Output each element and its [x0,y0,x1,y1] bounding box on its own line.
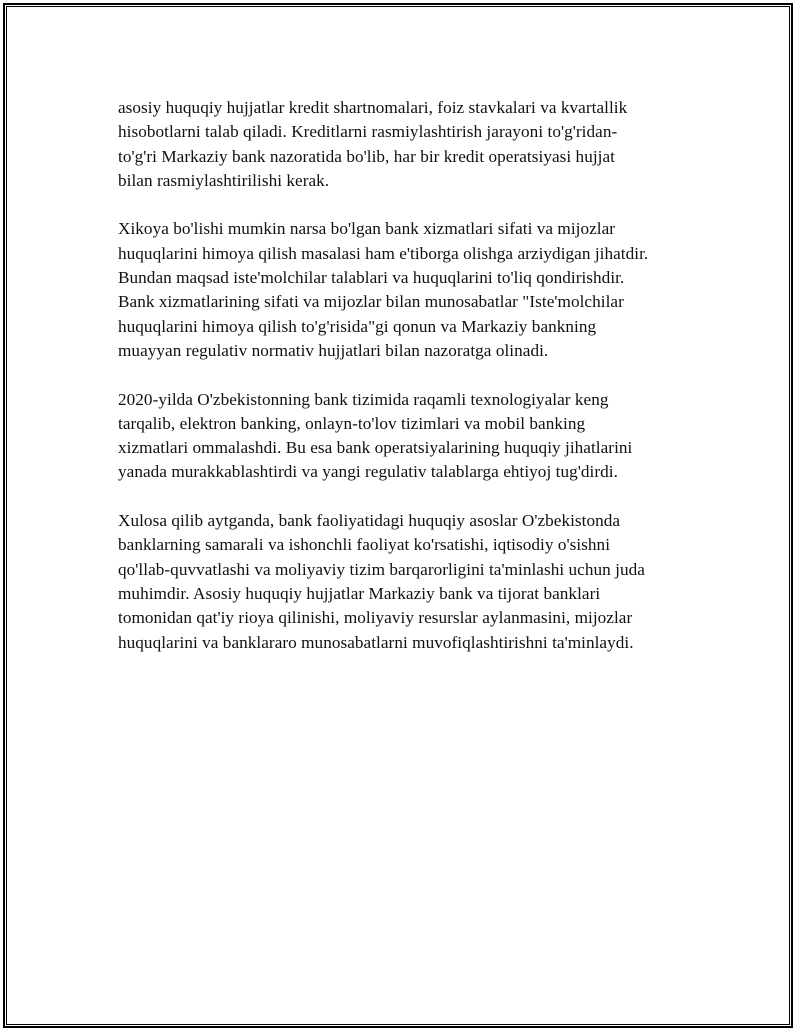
document-page [3,3,793,1028]
document-body [118,96,698,655]
paragraph-1: asosiy huquqiy hujjatlar kredit shartnomalari, foiz stavkalari va kvartallik hisobotlarni talab qiladi. Kreditlarni rasmiylashtirish jarayoni to'g'ridan- to'g'ri Markaziy bank nazoratida bo'lib, har bir kredit operatsiyasi hujjat bilan rasmiylashtirilishi kerak. [118,98,628,190]
paragraph-2: Xikoya bo'lishi mumkin narsa bo'lgan bank xizmatlari sifati va mijozlar huquqlarini himoya qilish masalasi ham e'tiborga olishga arziydigan jihatdir. Bundan maqsad iste'molchilar talablari va huquqlarini to'liq qondirishdir. Bank xizmatlarining sifati va mijozlar bilan munosabatlar "Iste'molchilar huquqlarini himoya qilish to'g'risida"gi qonun va Markaziy bankning muayyan regulativ normativ hujjatlari bilan nazoratga olinadi. [118,219,649,360]
paragraph-4: Xulosa qilib aytganda, bank faoliyatidagi huquqiy asoslar O'zbekistonda banklarning samarali va ishonchli faoliyat ko'rsatishi, iqtisodiy o'sishni qo'llab-quvvatlashi va moliyaviy tizim barqarorligini ta'minlashi uchun juda muhimdir. Asosiy huquqiy hujjatlar Markaziy bank va tijorat banklari tomonidan qat'iy rioya qilinishi, moliyaviy resurslar aylanmasini, mijozlar huquqlarini va banklararo munosabatlarni muvofiqlashtirishni ta'minlaydi. [118,511,645,652]
paragraph-3: 2020-yilda O'zbekistonning bank tizimida raqamli texnologiyalar keng tarqalib, elektron banking, onlayn-to'lov tizimlari va mobil banking xizmatlari ommalashdi. Bu esa bank operatsiyalarining huquqiy jihatlarini yanada murakkablashtirdi va yangi regulativ talablarga ehtiyoj tug'dirdi. [118,389,633,482]
